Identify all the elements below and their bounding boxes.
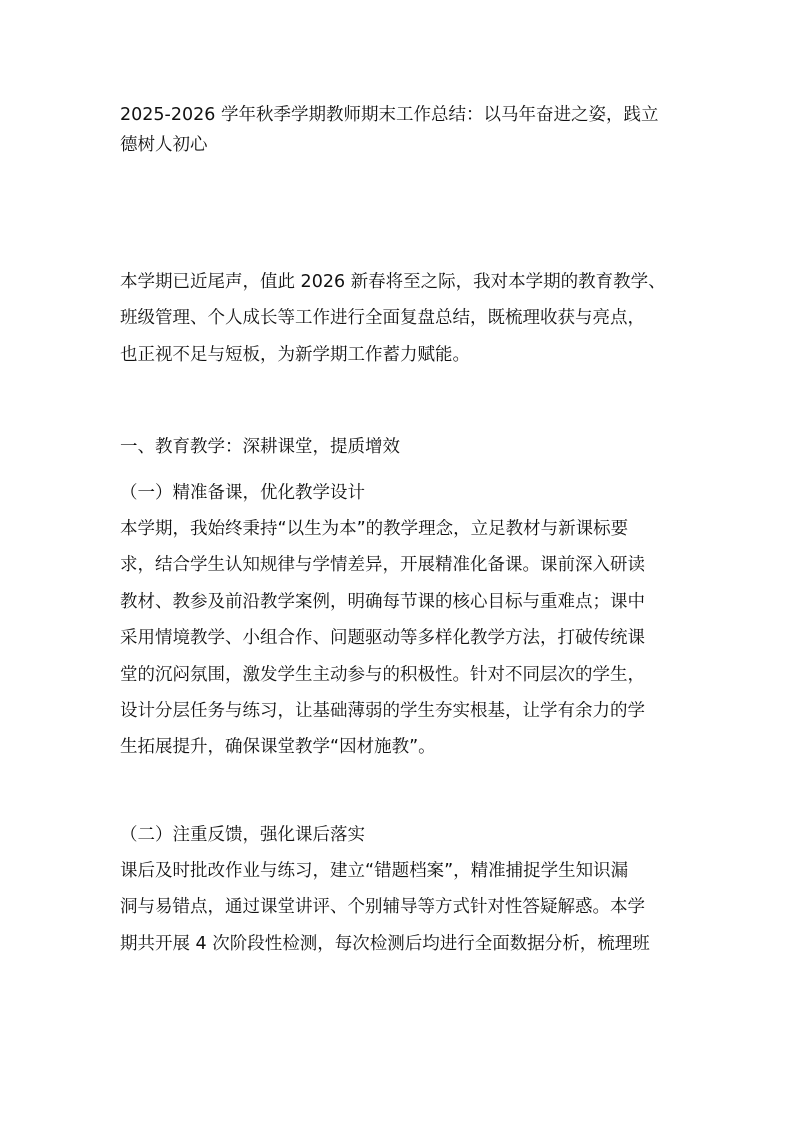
intro-paragraph bbox=[120, 268, 680, 377]
subsection-paragraph bbox=[120, 515, 680, 770]
text-line: 也正视不足与短板，为新学期工作蓄力赋能。 bbox=[120, 344, 470, 365]
text-line: 本学期已近尾声，值此 2026 新春将至之际，我对本学期的教育教学、 bbox=[120, 272, 666, 292]
subsection-heading: （一）精准备课，优化教学设计 bbox=[120, 483, 365, 503]
text-line: 采用情境教学、小组合作、问题驱动等多样化教学方法，打破传统课 bbox=[120, 628, 645, 649]
title-line: 2025-2026 学年秋季学期教师期末工作总结：以马年奋进之姿，践立 bbox=[120, 105, 659, 125]
subsection-heading: （二）注重反馈，强化课后落实 bbox=[120, 825, 365, 845]
text-line: 教材、教参及前沿教学案例，明确每节课的核心目标与重难点；课中 bbox=[120, 591, 645, 612]
text-line: 求，结合学生认知规律与学情差异，开展精准化备课。课前深入研读 bbox=[120, 555, 645, 576]
text-line: 堂的沉闷氛围，激发学生主动参与的积极性。针对不同层次的学生， bbox=[120, 664, 645, 685]
text-line: 本学期，我始终秉持“以生为本”的教学理念，立足教材与新课标要 bbox=[120, 519, 629, 539]
text-line: 期共开展 4 次阶段性检测，每次检测后均进行全面数据分析，梳理班 bbox=[120, 933, 650, 954]
section-heading: 一、教育教学：深耕课堂，提质增效 bbox=[120, 437, 400, 457]
text-line: 课后及时批改作业与练习，建立“错题档案”，精准捕捉学生知识漏 bbox=[120, 861, 629, 881]
title-line: 德树人初心 bbox=[120, 134, 208, 155]
text-line: 班级管理、个人成长等工作进行全面复盘总结，既梳理收获与亮点， bbox=[120, 308, 645, 329]
text-line: 设计分层任务与练习，让基础薄弱的学生夯实根基，让学有余力的学 bbox=[120, 700, 645, 721]
text-line: 生拓展提升，确保课堂教学“因材施教”。 bbox=[120, 737, 436, 758]
subsection-paragraph bbox=[120, 857, 680, 966]
document-title bbox=[120, 101, 680, 160]
text-line: 洞与易错点，通过课堂讲评、个别辅导等方式针对性答疑解惑。本学 bbox=[120, 897, 645, 918]
